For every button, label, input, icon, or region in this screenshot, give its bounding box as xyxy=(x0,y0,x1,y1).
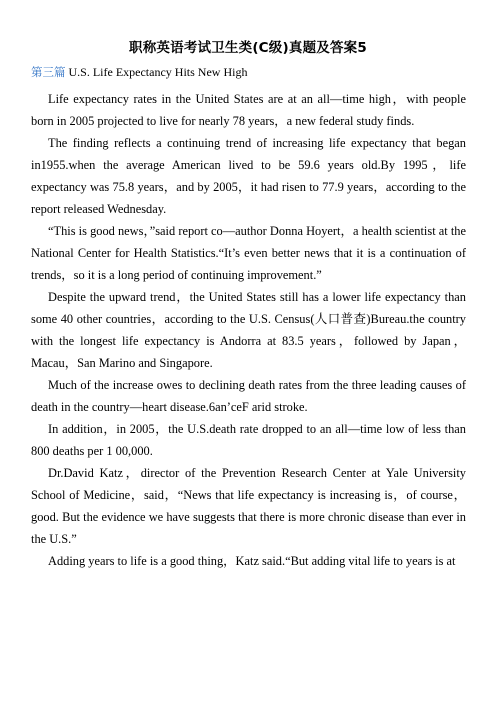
paragraph-3: “This is good news，”said report co—author Donna Hoyert，a health scientist at the National Center for Health Statistics.“It’s even better news that it is a continuation of trends，so it is a long period of continuing improvement.” xyxy=(31,224,466,282)
paragraph-2: The finding reflects a continuing trend of increasing life expectancy that began in1955.when the average American lived to be 59.6 years old.By 1995，life expectancy was 75.8 years，and by 2005，it had risen to 77.9 years，according to the report released Wednesday. xyxy=(31,136,466,216)
paragraph-7: Dr.David Katz，director of the Prevention Research Center at Yale University School of Medicine，said，“News that life expectancy is increasing is，of course，good. But the evidence we have suggests that there is more chronic disease than ever in the U.S.” xyxy=(31,466,466,546)
section-heading xyxy=(31,64,247,80)
paragraph-8: Adding years to life is a good thing，Katz said.“But adding vital life to years is at xyxy=(48,554,456,568)
paragraph-5: Much of the increase owes to declining death rates from the three leading causes of death in the country—heart disease.6an’ceF arid stroke. xyxy=(31,378,466,414)
paragraph-6: In addition，in 2005，the U.S.death rate dropped to an all—time low of less than 800 deaths per 1 00,000. xyxy=(31,422,466,458)
article-body xyxy=(31,88,466,572)
document-title: 职称英语考试卫生类(C级)真题及答案5 xyxy=(129,40,367,56)
paragraph-4: Despite the upward trend，the United States still has a lower life expectancy than some 40 other countries，according to the U.S. Census(人口普查)Bureau.the country with the longest life expectancy is Andorra at 83.5 years，followed by Japan，Macau，San Marino and Singapore. xyxy=(31,290,466,370)
paragraph-1: Life expectancy rates in the United States are at an all—time high，with people born in 2005 projected to live for nearly 78 years，a new federal study finds. xyxy=(31,92,466,128)
section-label: 第三篇 xyxy=(31,65,66,79)
section-title: U.S. Life Expectancy Hits New High xyxy=(68,65,248,79)
